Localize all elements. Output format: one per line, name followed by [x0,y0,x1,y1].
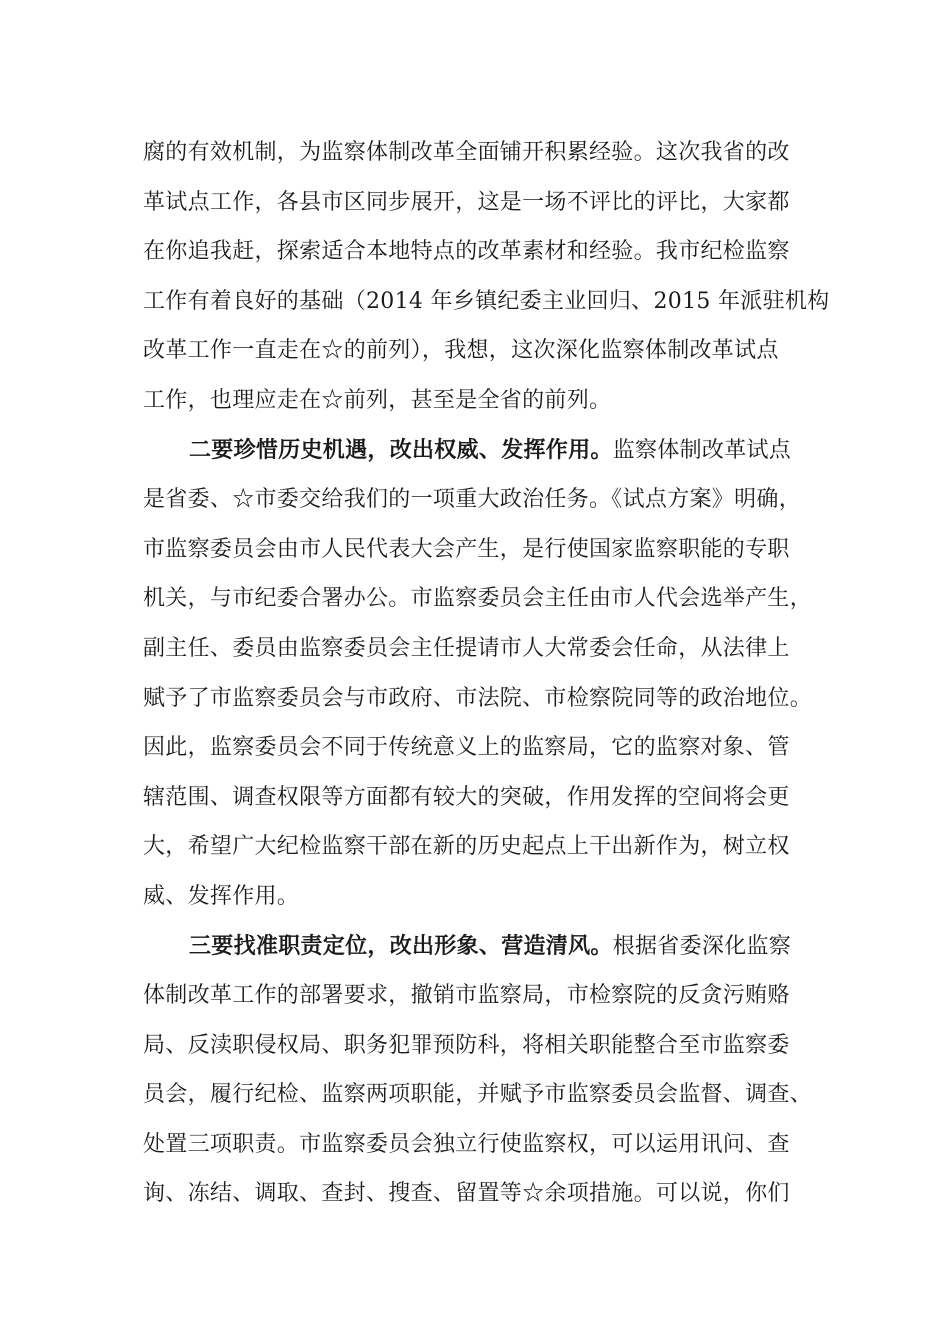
paragraph-1-line: 工作，也理应走在☆前列，甚至是全省的前列。 [143,387,612,413]
paragraph-3-heading: 三要找准职责定位，改出形象、营造清风。 [189,932,613,959]
paragraph-1-line: 工作有着良好的基础（2014 年乡镇纪委主业回归、2015 年派驻机构 [143,288,830,314]
paragraph-3-line: 体制改革工作的部署要求，撤销市监察局，市检察院的反贪污贿赂 [143,983,790,1009]
paragraph-2-line: 威、发挥作用。 [143,883,300,909]
paragraph-2-line: 大，希望广大纪检监察干部在新的历史起点上干出新作为，树立权 [143,834,790,860]
paragraph-2-line: 赋予了市监察委员会与市政府、市法院、市检察院同等的政治地位。 [143,685,813,711]
paragraph-2-line: 是省委、☆市委交给我们的一项重大政治任务。《试点方案》明确， [143,487,802,513]
paragraph-2-line: 机关，与市纪委合署办公。市监察委员会主任由市人代会选举产生， [143,586,813,612]
paragraph-2-line: 市监察委员会由市人民代表大会产生，是行使国家监察职能的专职 [143,536,790,562]
paragraph-1-line: 革试点工作，各县市区同步展开，这是一场不评比的评比，大家都 [143,189,790,215]
paragraph-3-line: 员会，履行纪检、监察两项职能，并赋予市监察委员会监督、调查、 [143,1082,813,1108]
paragraph-2-line: 副主任、委员由监察委员会主任提请市人大常委会任命，从法律上 [143,635,790,661]
paragraph-2-heading: 二要珍惜历史机遇，改出权威、发挥作用。 [189,436,613,463]
paragraph-2-line: 因此，监察委员会不同于传统意义上的监察局，它的监察对象、管 [143,735,790,761]
paragraph-2-first-line [143,426,823,476]
paragraph-3-first-line-text: 根据省委深化监察 [612,933,792,959]
paragraph-1-line: 腐的有效机制，为监察体制改革全面铺开积累经验。这次我省的改 [143,140,790,165]
document-body [143,128,830,1219]
paragraph-3-line: 局、反渎职侵权局、职务犯罪预防科，将相关职能整合至市监察委 [143,1032,790,1058]
paragraph-3-first-line [143,922,823,972]
paragraph-1-line: 改革工作一直走在☆的前列），我想，这次深化监察体制改革试点 [143,338,779,364]
paragraph-3-line: 询、冻结、调取、查封、搜查、留置等☆余项措施。可以说，你们 [143,1181,790,1207]
paragraph-2-first-line-text: 监察体制改革试点 [612,437,792,463]
paragraph-3-line: 处置三项职责。市监察委员会独立行使监察权，可以运用讯问、查 [143,1131,790,1157]
paragraph-2-line: 辖范围、调查权限等方面都有较大的突破，作用发挥的空间将会更 [143,784,790,810]
paragraph-1-line: 在你追我赶，探索适合本地特点的改革素材和经验。我市纪检监察 [143,239,790,265]
